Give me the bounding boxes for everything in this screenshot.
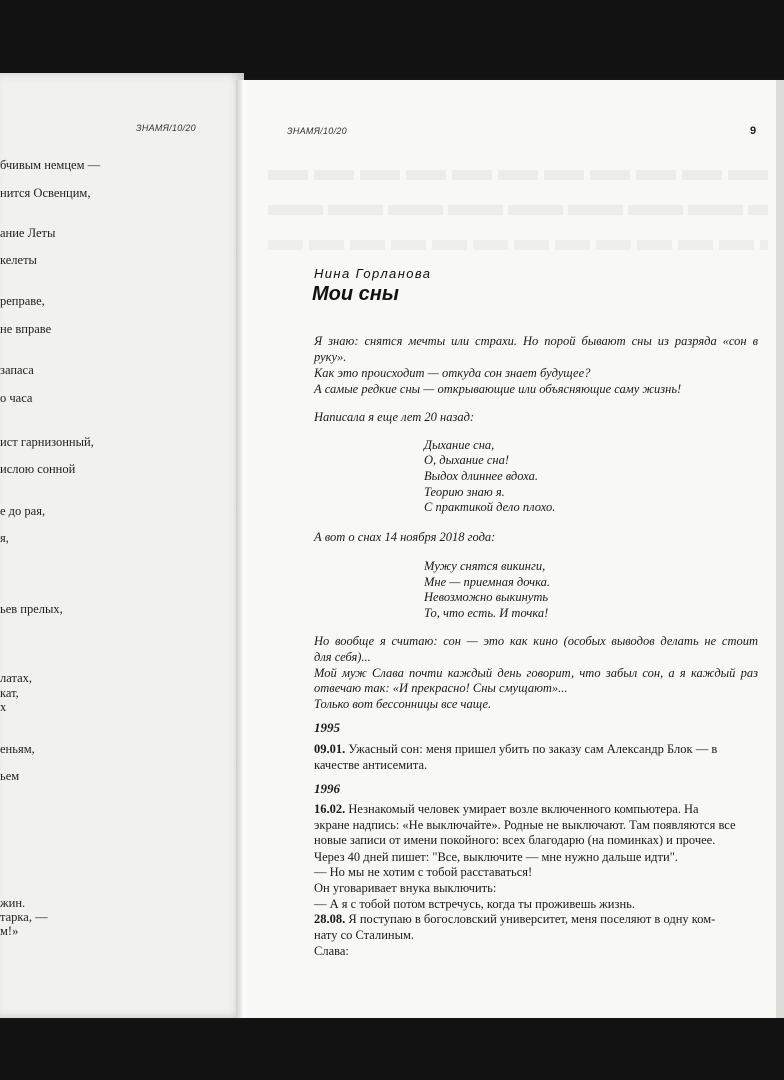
left-text-line: я,	[0, 531, 9, 545]
article-title: Мои сны	[312, 283, 399, 305]
entry-text: Я поступаю в богословский университет, меня поселяют в одну ком-	[345, 912, 716, 926]
intro-line: Как это происходит — откуда сон знает будущее?	[314, 366, 591, 380]
scan-background-bottom	[0, 1020, 784, 1080]
left-text-line: еньям,	[0, 742, 35, 756]
intro-line: А самые редкие сны — открывающие или объясняющие саму жизнь!	[314, 382, 682, 396]
poem-line: Мне — приемная дочка.	[424, 575, 551, 589]
outro-text: Но вообще я считаю: сон — это как кино (особых выводов делать не стоит	[314, 634, 758, 648]
left-text-line: нится Освенцим,	[0, 186, 91, 200]
show-through-texture	[268, 240, 768, 250]
left-text-line: жин.	[0, 896, 26, 910]
year-heading: 1996	[314, 781, 340, 796]
left-text-line: х	[0, 700, 7, 714]
entry-text-line: Через 40 дней пишет: "Все, выключите — мне нужно дальше идти".	[314, 850, 678, 864]
left-page	[0, 73, 244, 1018]
left-text-line: м!»	[0, 924, 19, 938]
left-text-line: кат,	[0, 686, 19, 700]
left-text-line: ист гарнизонный,	[0, 435, 94, 449]
entry-text-line: Он уговаривает внука выключить:	[314, 881, 497, 895]
year-heading: 1995	[314, 720, 340, 735]
entry-text-line: экране надпись: «Не выключайте». Родные не выключают. Там появляются все	[314, 818, 736, 832]
left-text-line: ьев прелых,	[0, 602, 63, 616]
show-through-texture	[268, 205, 768, 215]
left-text-line: ьем	[0, 769, 20, 783]
outro-line	[314, 635, 758, 648]
poem-line: Дыхание сна,	[424, 438, 495, 452]
left-text-line: латах,	[0, 671, 33, 685]
left-text-line: ислою сонной	[0, 462, 76, 476]
poem-line: С практикой дело плохо.	[424, 500, 556, 514]
left-text-line: бчивым немцем —	[0, 158, 101, 172]
left-text-line: запаса	[0, 363, 34, 377]
diary-entry	[314, 743, 758, 756]
entry-text-line: качестве антисемита.	[314, 758, 428, 772]
outro-text: Мой муж Слава почти каждый день говорит, что забыл сон, а я каждый раз	[314, 666, 758, 680]
right-page	[246, 80, 780, 1018]
left-text-line: ание Леты	[0, 226, 56, 240]
poem-line: Мужу снятся викинги,	[424, 559, 546, 573]
running-header: ЗНАМЯ/10/20	[287, 126, 347, 136]
poem-line: То, что есть. И точка!	[424, 606, 549, 620]
entry-date: 09.01.	[314, 742, 346, 756]
entry-text: Незнакомый человек умирает возле включенного компьютера. На	[345, 802, 699, 816]
entry-text: Ужасный сон: меня пришел убить по заказу сам Александр Блок — в	[345, 742, 718, 756]
intro-line	[314, 335, 758, 348]
diary-entry	[314, 913, 758, 926]
left-running-header: ЗНАМЯ/10/20	[136, 123, 196, 133]
outro-line: Только вот бессонницы все чаще.	[314, 697, 492, 711]
page-edge	[776, 80, 784, 1018]
entry-date: 16.02.	[314, 802, 346, 816]
entry-text-line: — А я с тобой потом встречусь, когда ты проживешь жизнь.	[314, 897, 635, 911]
outro-line: для себя)...	[314, 650, 371, 664]
author-name: Нина Горланова	[314, 266, 432, 281]
poem-line: Невозможно выкинуть	[424, 590, 549, 604]
outro-line	[314, 667, 758, 680]
left-text-line: тарка, —	[0, 910, 48, 924]
entry-text-line: Слава:	[314, 944, 349, 958]
entry-date: 28.08.	[314, 912, 346, 926]
entry-text-line: новые записи от имени покойного: всех благодарю (на поминках) и прочее.	[314, 833, 716, 847]
entry-text-line: — Но мы не хотим с тобой расставаться!	[314, 865, 533, 879]
left-text-line: реправе,	[0, 294, 45, 308]
entry-text-line: нату со Сталиным.	[314, 928, 415, 942]
diary-entry	[314, 803, 758, 816]
poem-line: О, дыхание сна!	[424, 453, 509, 467]
show-through-texture	[268, 170, 768, 180]
poem-line: Выдох длиннее вдоха.	[424, 469, 539, 483]
scan-background-top	[0, 0, 784, 78]
dream-date-line: А вот о снах 14 ноября 2018 года:	[314, 530, 496, 544]
outro-line: отвечаю так: «И прекрасно! Сны смущают»...	[314, 681, 568, 695]
poem-line: Теорию знаю я.	[424, 485, 505, 499]
left-text-line: келеты	[0, 253, 37, 267]
page-number: 9	[750, 125, 757, 137]
wrote-line: Написала я еще лет 20 назад:	[314, 410, 475, 424]
intro-line: руку».	[314, 350, 347, 364]
left-text-line: о часа	[0, 391, 33, 405]
intro-text: Я знаю: снятся мечты или страхи. Но порой бывают сны из разряда «сон в	[314, 334, 758, 348]
left-text-line: е до рая,	[0, 504, 46, 518]
left-text-line: не вправе	[0, 322, 52, 336]
